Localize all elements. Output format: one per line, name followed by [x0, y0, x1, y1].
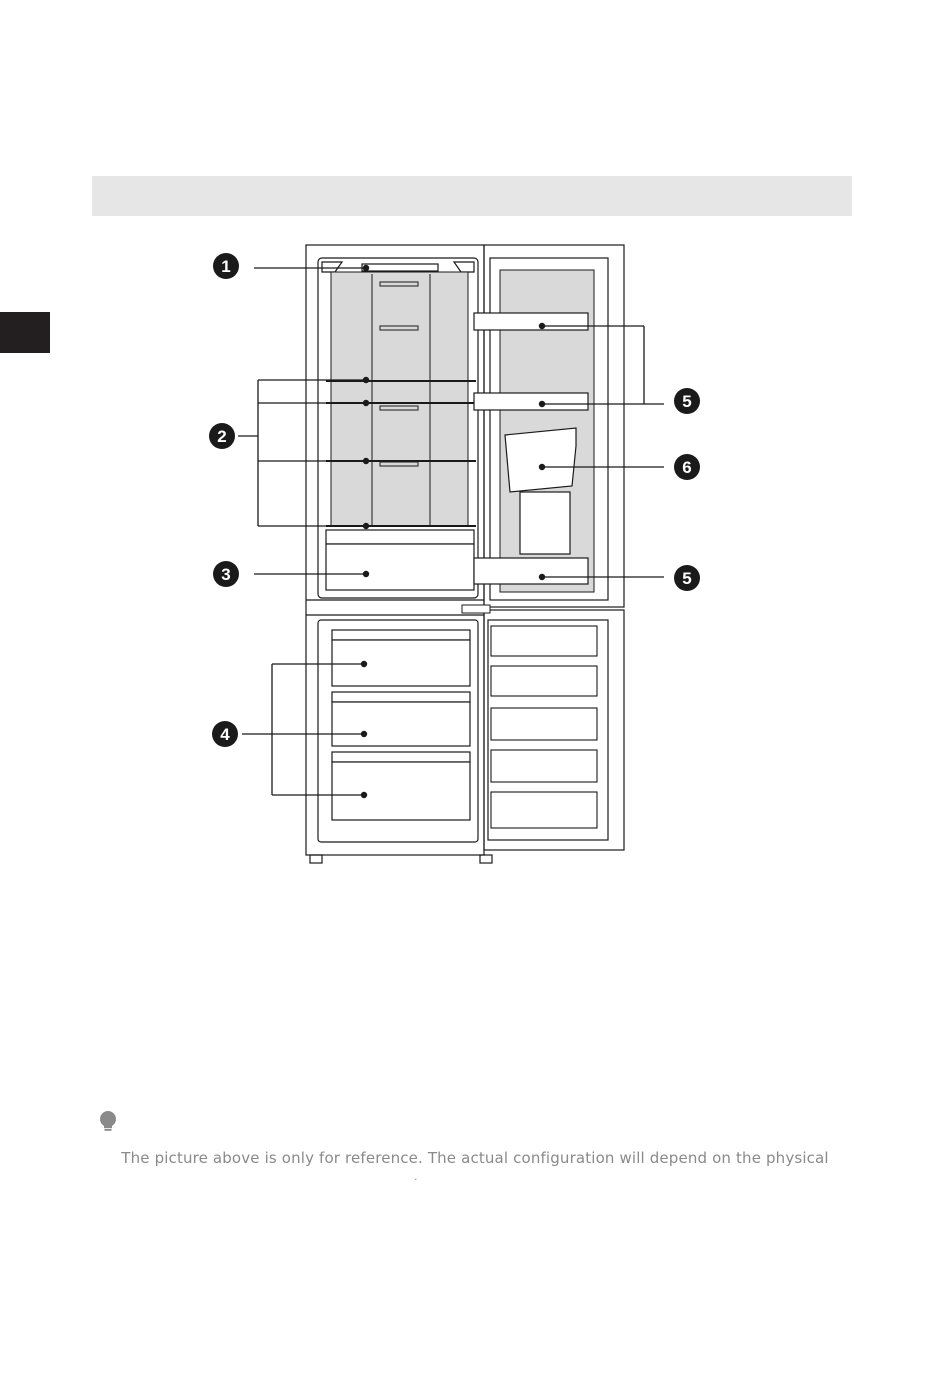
fridge-back-panel: [331, 272, 468, 526]
callout-number: 2: [217, 427, 227, 446]
callout-number: 1: [221, 257, 231, 276]
callout-number: 5: [682, 392, 692, 411]
freezer-drawers: [332, 630, 470, 820]
callout-number: 5: [682, 569, 692, 588]
callout-badge-3: [213, 561, 239, 587]
fridge-light-housing: [322, 262, 342, 272]
reference-note: The picture above is only for reference. The actual configuration will depend on the physical: [121, 1149, 829, 1167]
callout-badge-4: [212, 721, 238, 747]
callout-badge-6: [674, 454, 700, 480]
callout-badge-5-lower: [674, 565, 700, 591]
lightbulb-icon: [98, 1110, 118, 1134]
freezer-door-baskets: [491, 626, 597, 828]
callout-number: 3: [221, 565, 231, 584]
callout-number: 4: [220, 725, 230, 744]
callout-badge-1: [213, 253, 239, 279]
callout-number: 6: [682, 458, 692, 477]
control-panel: [362, 264, 438, 271]
crisper-drawer: [326, 530, 474, 590]
callout-badge-5-upper: [674, 388, 700, 414]
reference-note-continuation: .: [414, 1170, 418, 1183]
callout-badge-2: [209, 423, 235, 449]
